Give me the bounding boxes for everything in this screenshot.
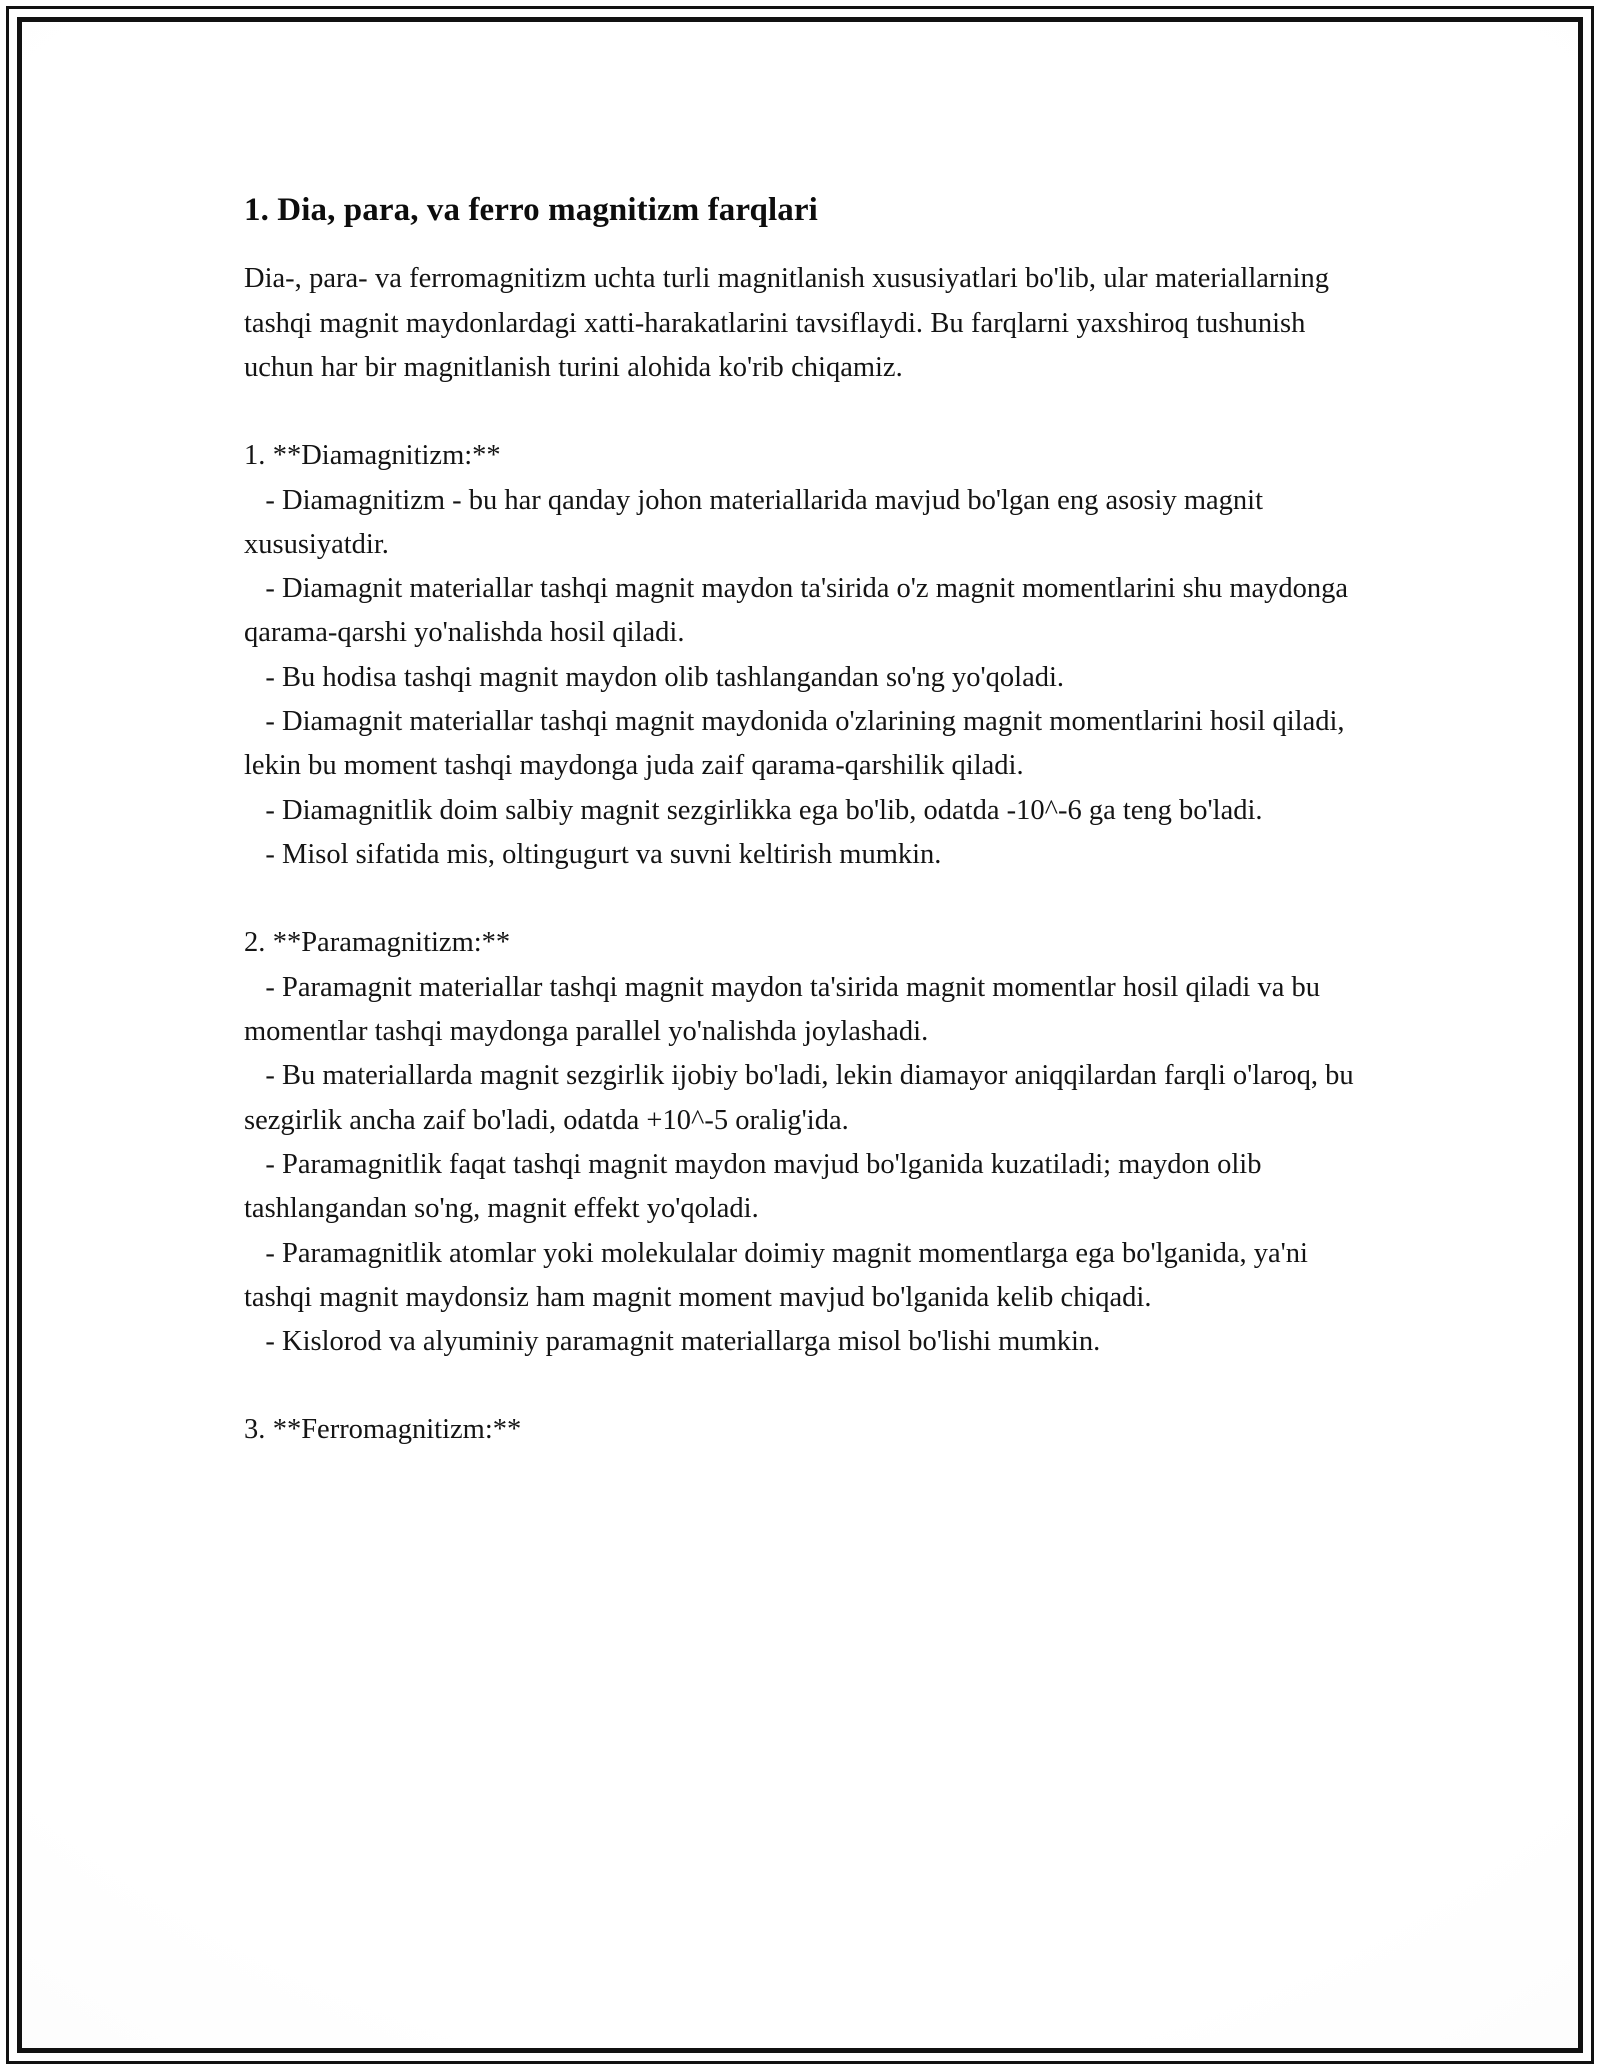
section-heading-diamagnitizm: 1. **Diamagnitizm:** — [244, 440, 501, 472]
list-item: - Diamagnit materiallar tashqi magnit maydonida o'zlarining magnit momentlarini hosil qiladi, lekin bu moment tashqi maydonga juda zaif qarama-qarshilik qiladi. — [244, 706, 1352, 782]
section-heading-ferromagnitizm: 3. **Ferromagnitizm:** — [244, 1414, 522, 1446]
document-body — [244, 190, 1364, 1453]
list-item: - Misol sifatida mis, oltingugurt va suvni keltirish mumkin. — [244, 839, 942, 870]
section-heading-paramagnitizm: 2. **Paramagnitizm:** — [244, 927, 511, 959]
list-item: - Paramagnitlik faqat tashqi magnit maydon mavjud bo'lganida kuzatiladi; maydon olib tashlangandan so'ng, magnit effekt yo'qoladi. — [244, 1148, 1269, 1225]
list-item: - Bu hodisa tashqi magnit maydon olib tashlangandan so'ng yo'qoladi. — [244, 661, 1065, 693]
list-item: - Diamagnitizm - bu har qanday johon materiallarida mavjud bo'lgan eng asosiy magnit xususiyatdir. — [244, 484, 1271, 560]
list-item: - Diamagnitlik doim salbiy magnit sezgirlikka ega bo'lib, odatda -10^-6 ga teng bo'ladi. — [244, 794, 1263, 826]
paragraph-spacer — [244, 877, 1364, 921]
list-item: - Bu materiallarda magnit sezgirlik ijobiy bo'ladi, lekin diamayor aniqqilardan farqli o'laroq, bu sezgirlik ancha zaif bo'ladi, odatda +10^-5 oralig'ida. — [244, 1060, 1361, 1136]
list-item: - Diamagnit materiallar tashqi magnit maydon ta'sirida o'z magnit momentlarini shu maydonga qarama-qarshi yo'nalishda hosil qiladi. — [244, 573, 1356, 649]
paragraph-spacer — [244, 1364, 1364, 1408]
list-item: - Paramagnit materiallar tashqi magnit maydon ta'sirida magnit momentlar hosil qiladi va bu momentlar tashqi maydonga parallel yo'nalishda joylashadi. — [244, 971, 1328, 1047]
page-outer-border — [6, 6, 1594, 2064]
page-inner-border — [17, 17, 1583, 2053]
paragraph-spacer — [244, 390, 1364, 434]
list-item: - Paramagnitlik atomlar yoki molekulalar doimiy magnit momentlarga ega bo'lganida, ya'ni tashqi magnit maydonsiz ham magnit moment mavjud bo'lganida kelib chiqadi. — [244, 1237, 1316, 1313]
intro-paragraph: Dia-, para- va ferromagnitizm uchta turli magnitlanish xususiyatlari bo'lib, ular materiallarning tashqi magnit maydonlardagi xatti-harakatlarini tavsiflaydi. Bu farqlarni yaxshiroq tushunish uchun har bir magnitlanish turini alohida ko'rib chiqamiz. — [244, 263, 1337, 383]
page-title: 1. Dia, para, va ferro magnitizm farqlari — [244, 192, 818, 228]
list-item: - Kislorod va alyuminiy paramagnit materiallarga misol bo'lishi mumkin. — [244, 1326, 1101, 1358]
document-page — [22, 22, 1578, 2048]
